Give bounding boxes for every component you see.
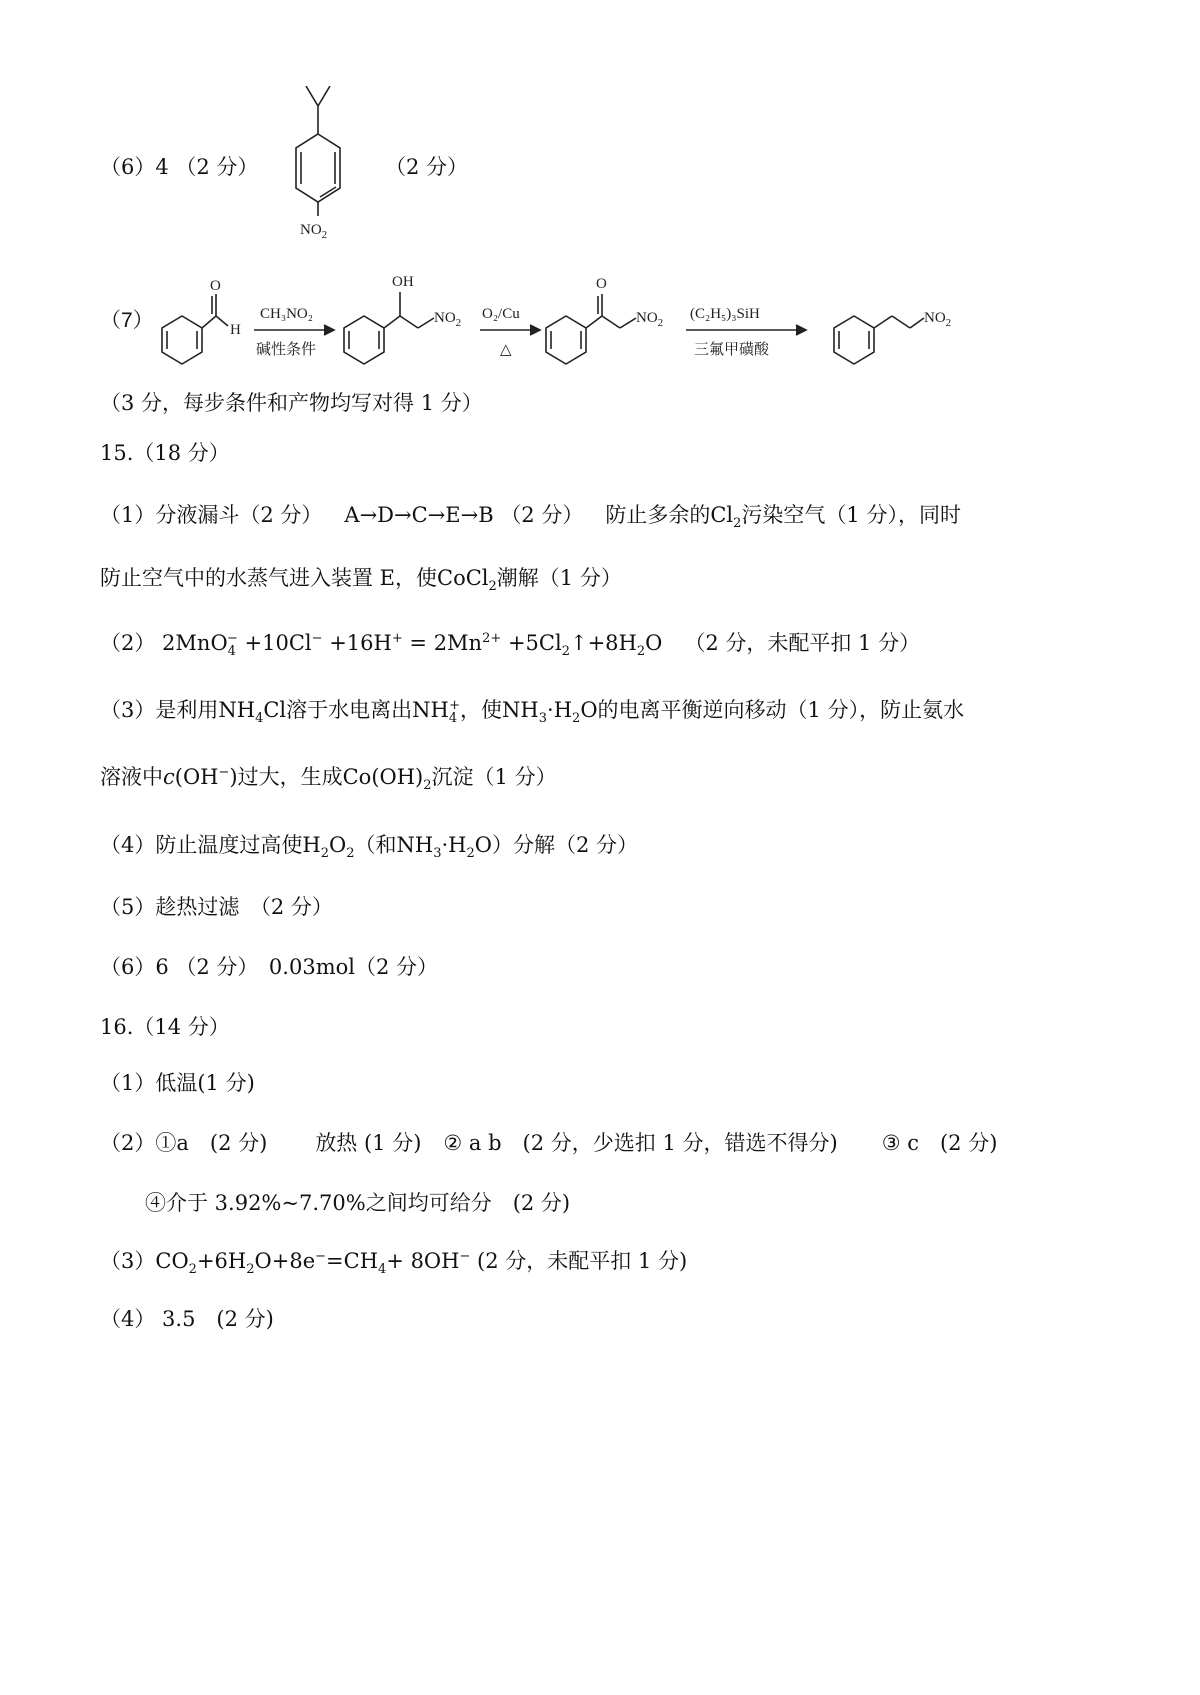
isopropyl-nitrobenzene-structure — [268, 86, 368, 246]
condition-2: △ — [500, 342, 512, 358]
svg-text:O: O — [210, 278, 221, 294]
q15-p1-line2: 防止空气中的水蒸气进入装置 E，使CoCl$_2$潮解（1 分） — [100, 566, 622, 595]
reagent-3: (C₂H₅)₃SiH — [690, 306, 760, 322]
reaction-arrow-3 — [678, 296, 818, 376]
q16-p3: $(3)CO_2+6H_2O+8e^-=CH_4+ 8OH^-$ (2 分，未配平扣 1 分) — [100, 1249, 688, 1278]
condition-3: 三氟甲磺酸 — [694, 342, 770, 358]
q15-p4: （4）防止温度过高使$H_2O_2$（和$NH_3\cdot H_2O$）分解（2 分） — [100, 833, 639, 862]
nitroethylbenzene-structure — [828, 266, 978, 376]
q14-p6-suffix: （2 分） — [385, 155, 469, 179]
nitroalcohol-structure — [338, 266, 488, 376]
q16-p1: （1）低温(1 分) — [100, 1071, 255, 1095]
q16-p2-line1: （2）①a (2 分) 放热 (1 分) ② a b (2 分，少选扣 1 分，错选不得分) ③ c (2 分) — [100, 1131, 998, 1155]
svg-text:H: H — [230, 322, 241, 338]
nitroketone-structure — [540, 266, 690, 376]
q14-p7-note: （3 分，每步条件和产物均写对得 1 分） — [100, 391, 483, 415]
svg-text:NO2: $NO_2$ — [924, 310, 952, 329]
svg-text:NO2: $NO_2$ — [434, 310, 462, 329]
q15-p5: （5）趁热过滤 （2 分） — [100, 895, 333, 919]
q14-p7-label: （7） — [100, 309, 154, 332]
condition-1: 碱性条件 — [256, 342, 317, 358]
reaction-arrow-2 — [478, 296, 548, 376]
svg-text:OH: OH — [392, 274, 414, 290]
benzaldehyde-structure — [152, 272, 252, 382]
q16-p2-line2: ④介于 3.92%~7.70%之间均可给分 (2 分) — [145, 1191, 571, 1215]
svg-text:NO2: $NO_2$ — [636, 310, 664, 329]
q16-p4: （4） 3.5 (2 分) — [100, 1307, 274, 1331]
q15-p1-line1: （1）分液漏斗（2 分） A→D→C→E→B （2 分） 防止多余的$Cl_2$污染空气（1 分），同时 — [100, 503, 961, 532]
reagent-2: O₂/Cu — [482, 306, 520, 322]
q15-header: 15.（18 分） — [100, 441, 230, 465]
svg-text:O: O — [596, 276, 607, 292]
q15-p3-line2: 溶液中c(OH−)过大，生成$Co(OH)_2$沉淀（1 分） — [100, 765, 557, 794]
q15-p6: （6）6 （2 分） 0.03mol（2 分） — [100, 955, 438, 979]
q15-p3-line1: （3）是利用$NH_4Cl$溶于水电离出$NH_4^+$，使$NH_3\cdot H_2O$的电离平衡逆向移动（1 分），防止氨水 — [100, 698, 965, 727]
nitro-label: $NO_2$ — [300, 222, 328, 241]
q16-header: 16.（14 分） — [100, 1015, 230, 1039]
q15-p2: （2） $2MnO_4^- +10Cl^- +16H^+ = 2Mn^{2+}$ $+5Cl_2↑+8H_2O$ （2 分，未配平扣 1 分） — [100, 631, 921, 660]
reagent-1: CH₃NO₂ — [260, 306, 313, 322]
reaction-arrow-1 — [250, 296, 340, 376]
q14-p6-prefix: （6）4 （2 分） — [100, 155, 259, 179]
